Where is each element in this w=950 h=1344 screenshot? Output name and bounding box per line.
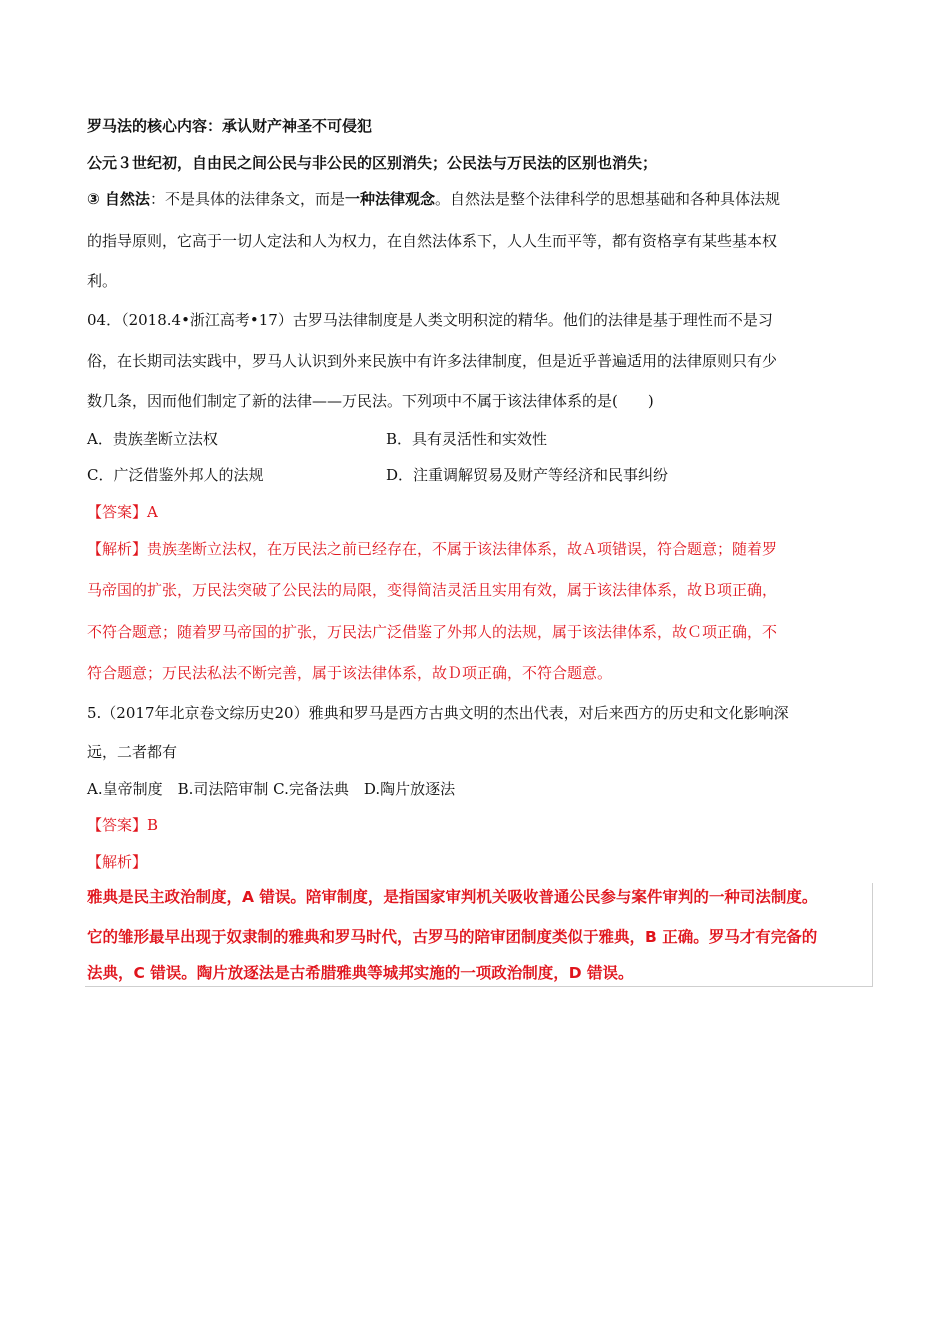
natural-law-text-b: 。自然法是整个法律科学的思想基础和各种具体法规 [434,190,780,208]
natural-law-line-1 [87,192,780,207]
natural-law-line-3: 利。 [87,272,118,290]
q4-option-c: C．广泛借鉴外邦人的法规 [87,466,264,484]
q4-option-b: B．具有灵活性和实效性 [386,430,548,448]
q4-analysis-line-2: 马帝国的扩张，万民法突破了公民法的局限，变得简洁灵活且实用有效，属于该法律体系，故Ｂ项正确， [87,581,778,599]
q5-analysis-label: 【解析】 [87,853,148,871]
q4-stem-line-3: 数几条，因而他们制定了新的法律——万民法。下列项中不属于该法律体系的是( ) [87,392,654,410]
q4-analysis-line-1: 【解析】贵族垄断立法权，在万民法之前已经存在，不属于该法律体系，故Ａ项错误，符合题意；随着罗 [87,540,778,558]
natural-law-text-a: 不是具体的法律条文，而是 [164,190,345,208]
q5-analysis-line-1: 雅典是民主政治制度，A 错误。陪审制度，是指国家审判机关吸收普通公民参与案件审判的一种司法制度。 [87,888,818,906]
natural-law-colon: ： [149,190,165,208]
natural-law-concept: 一种法律观念 [344,190,435,208]
q4-option-d: D．注重调解贸易及财产等经济和民事纠纷 [386,466,669,484]
natural-law-line-2: 的指导原则，它高于一切人定法和人为权力，在自然法体系下，人人生而平等，都有资格享有某些基本权 [87,232,778,250]
q5-stem-line-2: 远，二者都有 [87,743,178,761]
q4-analysis-line-4: 符合题意；万民法私法不断完善，属于该法律体系，故Ｄ项正确，不符合题意。 [87,664,613,682]
natural-law-marker: ③ 自然法 [87,190,150,208]
core-content-line: 罗马法的核心内容：承认财产神圣不可侵犯 [87,117,373,135]
q5-answer: 【答案】B [87,816,159,834]
q5-analysis-line-2: 它的雏形最早出现于奴隶制的雅典和罗马时代，古罗马的陪审团制度类似于雅典，B 正确。罗马才有完备的 [87,928,818,946]
q5-analysis-line-3: 法典，C 错误。陶片放逐法是古希腊雅典等城邦实施的一项政治制度，D 错误。 [87,964,634,982]
q4-stem-line-2: 俗，在长期司法实践中，罗马人认识到外来民族中有许多法律制度，但是近乎普遍适用的法律原则只有少 [87,352,778,370]
q4-option-a: A．贵族垄断立法权 [87,430,218,448]
q4-stem-line-1: 04．（2018.4•浙江高考•17）古罗马法律制度是人类文明积淀的精华。他们的法律是基于理性而不是习 [87,311,773,329]
q5-stem-line-1: 5.（2017年北京卷文综历史20）雅典和罗马是西方古典文明的杰出代表，对后来西方的历史和文化影响深 [87,704,789,722]
q4-answer: 【答案】A [87,503,158,521]
q5-options: A.皇帝制度 B.司法陪审制 C.完备法典 D.陶片放逐法 [87,780,456,798]
third-century-line: 公元３世纪初，自由民之间公民与非公民的区别消失；公民法与万民法的区别也消失； [87,154,658,172]
q4-analysis-line-3: 不符合题意；随着罗马帝国的扩张，万民法广泛借鉴了外邦人的法规，属于该法律体系，故Ｃ项正确，不 [87,623,778,641]
